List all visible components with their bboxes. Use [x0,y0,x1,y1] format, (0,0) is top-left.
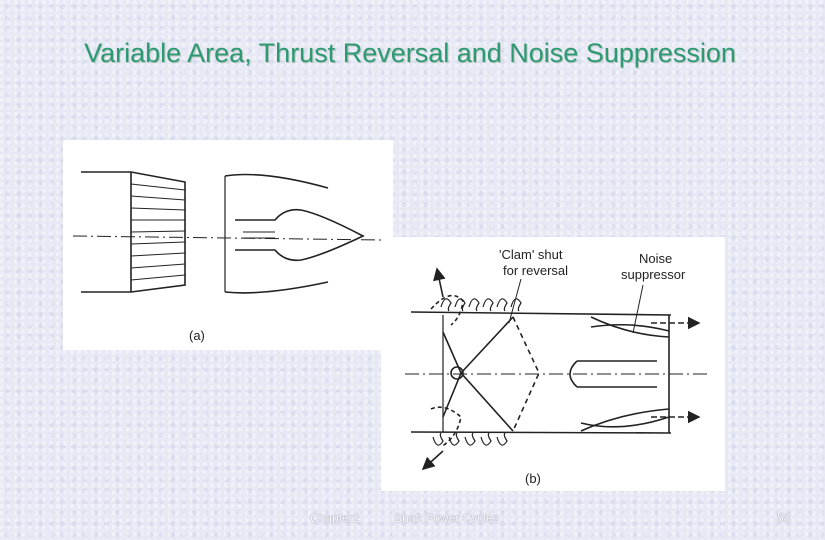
footer-topic: Shaft Power Cycles [394,511,499,525]
noise-annotation-line2: suppressor [621,267,686,282]
noise-annotation-line1: Noise [639,251,673,266]
variable-area-nozzle-diagram [63,140,393,350]
figure-b-panel [381,237,725,491]
figure-a-panel [63,140,393,350]
figure-b-label: (b) [525,471,541,486]
clam-annotation-line1: 'Clam' shut [499,247,563,262]
slide-number: 58 [777,511,791,525]
clam-annotation-line2: for reversal [503,263,569,278]
figure-a-label: (a) [189,328,205,343]
slide-title: Variable Area, Thrust Reversal and Noise Suppression [84,38,736,68]
footer-chapter: Chapter2 [310,511,360,525]
thrust-reverser-diagram [381,237,725,491]
